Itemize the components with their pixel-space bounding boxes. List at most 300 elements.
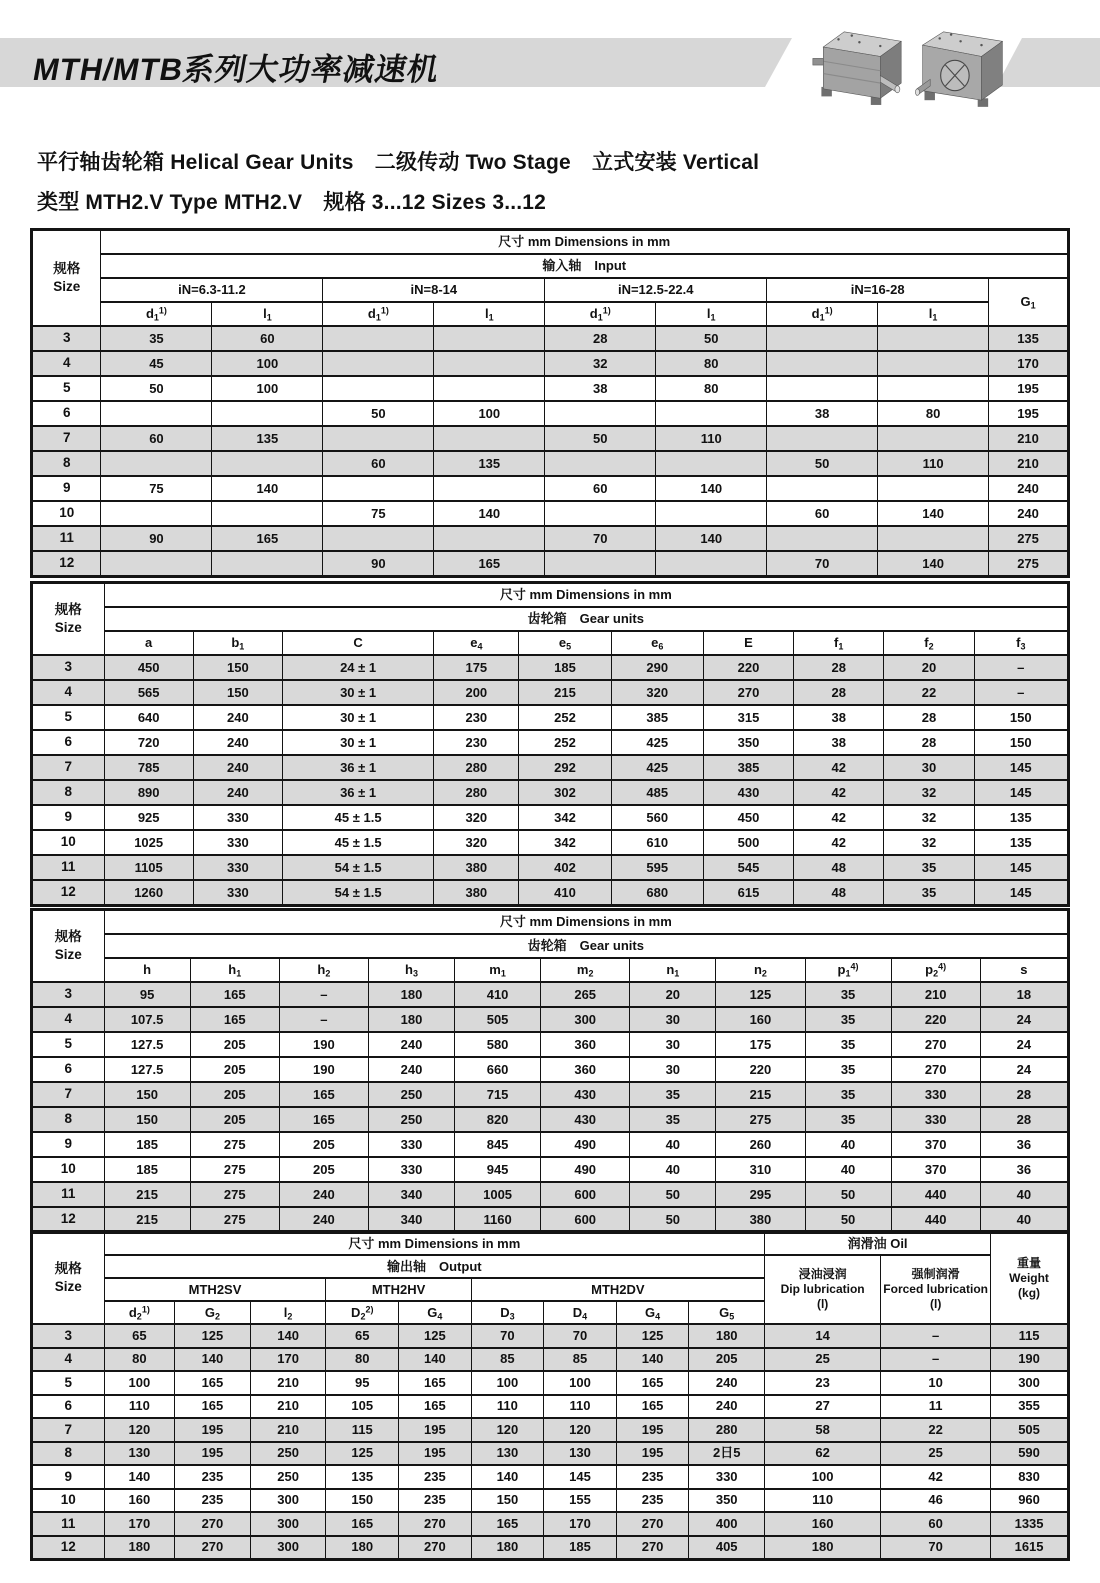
table-cell: 140 [878, 551, 989, 577]
table-cell: 240 [689, 1395, 765, 1419]
table-row [32, 1324, 1069, 1348]
table-cell: 195 [989, 401, 1069, 426]
table-cell: 275 [190, 1157, 279, 1182]
table-row [32, 476, 1069, 501]
table-cell: 190 [279, 1032, 368, 1057]
size-cell: 7 [32, 426, 101, 451]
table-cell [878, 326, 989, 351]
table-row [32, 401, 1069, 426]
table-cell: 210 [989, 426, 1069, 451]
table-cell: 140 [212, 476, 323, 501]
table-row [32, 1442, 1069, 1466]
table-cell: 240 [193, 730, 282, 755]
size-header: 规格 Size [32, 230, 101, 327]
column-header: MTH2HV [326, 1278, 471, 1301]
table-cell [767, 476, 878, 501]
column-header: 输出轴 Output [104, 1255, 764, 1278]
table-cell: 45 ± 1.5 [282, 830, 433, 855]
table-cell: 20 [884, 655, 974, 680]
table-row [32, 1348, 1069, 1372]
table-cell: 45 ± 1.5 [282, 805, 433, 830]
header-row [32, 958, 1069, 982]
table-cell: 165 [190, 1007, 279, 1032]
table-cell: 54 ± 1.5 [282, 855, 433, 880]
table-cell: 80 [656, 376, 767, 401]
table-cell: 30 [630, 1007, 716, 1032]
table-cell: 205 [190, 1057, 279, 1082]
column-header: a [104, 631, 193, 655]
table-cell: 490 [541, 1132, 630, 1157]
table-cell: 280 [434, 755, 519, 780]
table-cell: 70 [881, 1536, 991, 1560]
table-cell: 215 [104, 1207, 190, 1233]
table-cell: 27 [765, 1395, 881, 1419]
table-cell: 315 [703, 705, 793, 730]
table-cell: – [881, 1324, 991, 1348]
table-row [32, 1371, 1069, 1395]
table-cell [212, 551, 323, 577]
table-row [32, 451, 1069, 476]
column-header: s [980, 958, 1068, 982]
table-cell: 200 [434, 680, 519, 705]
table-cell: – [279, 1007, 368, 1032]
table-cell: 105 [326, 1395, 399, 1419]
column-header: $l_1$ [212, 302, 323, 326]
table-cell: 320 [434, 805, 519, 830]
table-cell: 48 [794, 855, 884, 880]
table-cell [878, 351, 989, 376]
table-cell: 280 [434, 780, 519, 805]
table-cell: 240 [689, 1371, 765, 1395]
table-cell: 110 [878, 451, 989, 476]
table-cell: 22 [884, 680, 974, 705]
table-cell: 28 [794, 680, 884, 705]
table-cell: 28 [794, 655, 884, 680]
table-cell: 180 [765, 1536, 881, 1560]
table-cell: 42 [881, 1465, 991, 1489]
table-cell: 50 [545, 426, 656, 451]
size-cell: 6 [32, 1057, 105, 1082]
size-cell: 8 [32, 780, 105, 805]
table-cell: 960 [991, 1489, 1069, 1513]
table-row [32, 376, 1069, 401]
table-cell: 580 [455, 1032, 541, 1057]
table-cell: 925 [104, 805, 193, 830]
size-cell: 6 [32, 1395, 105, 1419]
size-cell: 5 [32, 1371, 105, 1395]
table-cell: 270 [891, 1032, 980, 1057]
table-cell: 1615 [991, 1536, 1069, 1560]
table-cell: 25 [765, 1348, 881, 1372]
table-row [32, 1132, 1069, 1157]
table-cell: 40 [805, 1132, 891, 1157]
table-cell: 270 [175, 1536, 251, 1560]
table-row [32, 680, 1069, 705]
size-cell: 4 [32, 1007, 105, 1032]
table-cell: 135 [989, 326, 1069, 351]
subtitle-line-2: 类型 MTH2.V Type MTH2.V 规格 3...12 Sizes 3...12 [37, 191, 547, 214]
table-cell [878, 376, 989, 401]
table-cell: 24 [980, 1007, 1068, 1032]
table-cell: 190 [279, 1057, 368, 1082]
table-cell: 30 [630, 1032, 716, 1057]
table-cell: 24 [980, 1032, 1068, 1057]
table-cell: – [881, 1348, 991, 1372]
table-cell: 135 [326, 1465, 399, 1489]
table-cell: 125 [716, 982, 805, 1007]
table-cell: 215 [519, 680, 611, 705]
gearbox-photo-left [810, 20, 905, 112]
table-cell [656, 451, 767, 476]
column-header: h [104, 958, 190, 982]
table-cell [434, 351, 545, 376]
table-cell: 38 [767, 401, 878, 426]
table-cell: 195 [175, 1418, 251, 1442]
table-cell: 1005 [455, 1182, 541, 1207]
size-cell: 11 [32, 1182, 105, 1207]
table-cell: 270 [399, 1512, 472, 1536]
table-cell: 25 [881, 1442, 991, 1466]
table-cell: 36 ± 1 [282, 780, 433, 805]
table-cell: 302 [519, 780, 611, 805]
table-cell: 165 [616, 1371, 689, 1395]
table-cell: 38 [545, 376, 656, 401]
table-cell: 135 [974, 830, 1068, 855]
table-cell: 32 [545, 351, 656, 376]
table-cell: 62 [765, 1442, 881, 1466]
table-cell: 135 [974, 805, 1068, 830]
table-cell: 320 [434, 830, 519, 855]
table-cell: 220 [891, 1007, 980, 1032]
table-cell: 252 [519, 705, 611, 730]
table-cell: 30 ± 1 [282, 730, 433, 755]
table-cell: 440 [891, 1207, 980, 1233]
table-cell: 125 [616, 1324, 689, 1348]
table-cell: 195 [989, 376, 1069, 401]
table-cell [767, 326, 878, 351]
table-row [32, 705, 1069, 730]
table-cell: 35 [805, 982, 891, 1007]
table-cell: 385 [611, 705, 703, 730]
table-cell: 36 ± 1 [282, 755, 433, 780]
size-header: 规格 Size [32, 910, 105, 983]
size-cell: 10 [32, 830, 105, 855]
table-cell: 42 [794, 755, 884, 780]
table-row [32, 526, 1069, 551]
table-cell: 50 [805, 1182, 891, 1207]
table-cell [323, 376, 434, 401]
table-cell: 280 [689, 1418, 765, 1442]
column-header: $h_3$ [368, 958, 454, 982]
table-cell: 500 [703, 830, 793, 855]
table-row [32, 326, 1069, 351]
table-cell: 36 [980, 1132, 1068, 1157]
column-header: iN=6.3-11.2 [101, 278, 323, 302]
table-cell: 35 [805, 1007, 891, 1032]
column-header: $e_4$ [434, 631, 519, 655]
table-cell: 100 [104, 1371, 175, 1395]
table-cell: 270 [175, 1512, 251, 1536]
table-cell: 50 [101, 376, 212, 401]
table-cell: 175 [716, 1032, 805, 1057]
table-cell: 140 [175, 1348, 251, 1372]
table-cell: 180 [326, 1536, 399, 1560]
table-cell: 100 [434, 401, 545, 426]
table-cell: – [974, 655, 1068, 680]
column-header: 齿轮箱 Gear units [104, 607, 1068, 631]
column-header: $l_1$ [878, 302, 989, 326]
dip-lubrication-header: 浸油浸润 Dip lubrication (l) [765, 1255, 881, 1324]
table-cell: 160 [765, 1512, 881, 1536]
table-cell: 170 [104, 1512, 175, 1536]
size-cell: 3 [32, 326, 101, 351]
table-cell: 715 [455, 1082, 541, 1107]
table-cell: 425 [611, 730, 703, 755]
table-cell: 450 [104, 655, 193, 680]
table-cell [101, 551, 212, 577]
table-row [32, 1057, 1069, 1082]
table-cell: 220 [703, 655, 793, 680]
table-cell [878, 526, 989, 551]
table-cell: 35 [805, 1057, 891, 1082]
table-cell: 140 [656, 526, 767, 551]
column-header: 输入轴 Input [101, 254, 1069, 278]
table-cell: 32 [884, 830, 974, 855]
table-row [32, 805, 1069, 830]
table-cell: – [279, 982, 368, 1007]
table-row [32, 855, 1069, 880]
table-cell: 505 [455, 1007, 541, 1032]
table-cell: 165 [279, 1082, 368, 1107]
table-cell: 330 [193, 855, 282, 880]
table-cell: 430 [703, 780, 793, 805]
column-header: $p_2^{4)}$ [891, 958, 980, 982]
table-cell: 130 [471, 1442, 544, 1466]
column-header: $n_1$ [630, 958, 716, 982]
table-cell: 70 [471, 1324, 544, 1348]
column-header: $n_2$ [716, 958, 805, 982]
table-cell: 100 [471, 1371, 544, 1395]
table-cell: 140 [656, 476, 767, 501]
table-cell: 215 [716, 1082, 805, 1107]
table-cell [545, 401, 656, 426]
table-cell: 350 [703, 730, 793, 755]
table-cell [767, 526, 878, 551]
table-cell: 1335 [991, 1512, 1069, 1536]
column-header: $f_1$ [794, 631, 884, 655]
table-cell: 615 [703, 880, 793, 906]
table-cell: 340 [368, 1182, 454, 1207]
table-cell: 185 [544, 1536, 617, 1560]
table-row [32, 982, 1069, 1007]
table-cell: 330 [193, 830, 282, 855]
column-header: iN=16-28 [767, 278, 989, 302]
table-cell: 65 [104, 1324, 175, 1348]
table-cell: 240 [989, 501, 1069, 526]
table-cell: 95 [104, 982, 190, 1007]
table-cell: 195 [399, 1418, 472, 1442]
table-cell: 125 [326, 1442, 399, 1466]
table-cell: 1105 [104, 855, 193, 880]
size-cell: 11 [32, 855, 105, 880]
table-cell: 430 [541, 1082, 630, 1107]
table-cell: 300 [991, 1371, 1069, 1395]
table-cell: 320 [611, 680, 703, 705]
size-cell: 6 [32, 401, 101, 426]
table-cell: 270 [616, 1536, 689, 1560]
table-row [32, 880, 1069, 906]
table-cell: 355 [991, 1395, 1069, 1419]
table-cell: 450 [703, 805, 793, 830]
table-cell: 145 [974, 755, 1068, 780]
table-cell: 35 [805, 1082, 891, 1107]
column-header: $m_1$ [455, 958, 541, 982]
table-cell: 165 [279, 1107, 368, 1132]
table-cell [434, 426, 545, 451]
table-cell: 160 [104, 1489, 175, 1513]
table-cell [434, 376, 545, 401]
table-cell: 330 [193, 805, 282, 830]
table-cell: 54 ± 1.5 [282, 880, 433, 906]
table-cell: 165 [175, 1371, 251, 1395]
table-cell: 890 [104, 780, 193, 805]
table-cell: 75 [323, 501, 434, 526]
table-cell: 180 [368, 1007, 454, 1032]
input-shaft-table [30, 228, 1070, 578]
table-cell: 275 [989, 526, 1069, 551]
table-cell: 1160 [455, 1207, 541, 1233]
header-row [32, 934, 1069, 958]
table-cell: 50 [323, 401, 434, 426]
table-cell [323, 326, 434, 351]
table-cell: 292 [519, 755, 611, 780]
table-cell: 145 [974, 855, 1068, 880]
table-row [32, 1182, 1069, 1207]
size-cell: 6 [32, 730, 105, 755]
table-cell: 50 [630, 1182, 716, 1207]
table-cell: 185 [519, 655, 611, 680]
header-row [32, 1255, 1069, 1278]
table-cell: 165 [399, 1395, 472, 1419]
table-row [32, 501, 1069, 526]
table-cell: 60 [545, 476, 656, 501]
table-cell: 490 [541, 1157, 630, 1182]
table-cell: 610 [611, 830, 703, 855]
table-cell: 205 [190, 1032, 279, 1057]
table-cell: 35 [630, 1082, 716, 1107]
table-cell: 180 [368, 982, 454, 1007]
table-cell: 135 [434, 451, 545, 476]
gear-units-table-1-wrap [30, 581, 1070, 907]
forced-lubrication-header: 强制润滑 Forced lubrication (l) [881, 1255, 991, 1324]
table-cell: 270 [616, 1512, 689, 1536]
header-row [32, 1232, 1069, 1256]
table-cell: 60 [101, 426, 212, 451]
table-cell: 100 [212, 376, 323, 401]
table-cell: 402 [519, 855, 611, 880]
table-cell: 195 [399, 1442, 472, 1466]
table-cell: 310 [716, 1157, 805, 1182]
table-cell: 385 [703, 755, 793, 780]
column-header: 齿轮箱 Gear units [104, 934, 1068, 958]
table-cell: 240 [368, 1032, 454, 1057]
table-cell: 140 [878, 501, 989, 526]
table-cell: 80 [656, 351, 767, 376]
table-cell: 28 [884, 730, 974, 755]
header-row [32, 607, 1069, 631]
table-cell: 195 [616, 1442, 689, 1466]
table-cell: 40 [630, 1132, 716, 1157]
table-cell [656, 551, 767, 577]
table-cell: 58 [765, 1418, 881, 1442]
column-header: $l_2$ [250, 1301, 326, 1324]
table-cell: 330 [689, 1465, 765, 1489]
table-cell: 35 [101, 326, 212, 351]
table-row [32, 830, 1069, 855]
table-cell: 30 ± 1 [282, 680, 433, 705]
gear-units-table-1 [30, 581, 1070, 907]
table-cell: 145 [974, 780, 1068, 805]
table-cell: 235 [175, 1489, 251, 1513]
size-cell: 4 [32, 351, 101, 376]
table-cell: 275 [190, 1182, 279, 1207]
table-cell: 30 [630, 1057, 716, 1082]
table-cell: 42 [794, 805, 884, 830]
table-cell: 70 [767, 551, 878, 577]
size-cell: 8 [32, 451, 101, 476]
header-row [32, 631, 1069, 655]
table-cell: 110 [544, 1395, 617, 1419]
table-cell: 235 [616, 1465, 689, 1489]
table-cell: 2日5 [689, 1442, 765, 1466]
table-cell: 165 [399, 1371, 472, 1395]
table-cell: 80 [326, 1348, 399, 1372]
table-cell: 125 [399, 1324, 472, 1348]
table-cell: 65 [326, 1324, 399, 1348]
column-header: $D_3$ [471, 1301, 544, 1324]
table-row [32, 730, 1069, 755]
table-cell: 100 [765, 1465, 881, 1489]
table-cell: 14 [765, 1324, 881, 1348]
table-cell: 342 [519, 805, 611, 830]
table-cell: 165 [471, 1512, 544, 1536]
table-cell: 205 [279, 1157, 368, 1182]
table-cell: 330 [193, 880, 282, 906]
input-shaft-table-wrap [30, 228, 1070, 578]
table-cell: 11 [881, 1395, 991, 1419]
table-cell: 400 [689, 1512, 765, 1536]
table-cell [656, 401, 767, 426]
table-cell: 110 [471, 1395, 544, 1419]
table-cell: 30 [884, 755, 974, 780]
size-cell: 7 [32, 1082, 105, 1107]
table-cell: 115 [326, 1418, 399, 1442]
table-cell [767, 426, 878, 451]
table-cell: 150 [326, 1489, 399, 1513]
table-cell: 720 [104, 730, 193, 755]
table-cell [323, 476, 434, 501]
table-cell: 350 [689, 1489, 765, 1513]
table-cell: 565 [104, 680, 193, 705]
table-cell: 35 [630, 1107, 716, 1132]
table-cell: 240 [193, 755, 282, 780]
table-cell: 215 [104, 1182, 190, 1207]
table-cell: 135 [212, 426, 323, 451]
table-cell: 205 [190, 1107, 279, 1132]
table-cell: 205 [689, 1348, 765, 1372]
table-cell: 680 [611, 880, 703, 906]
table-cell: 110 [104, 1395, 175, 1419]
